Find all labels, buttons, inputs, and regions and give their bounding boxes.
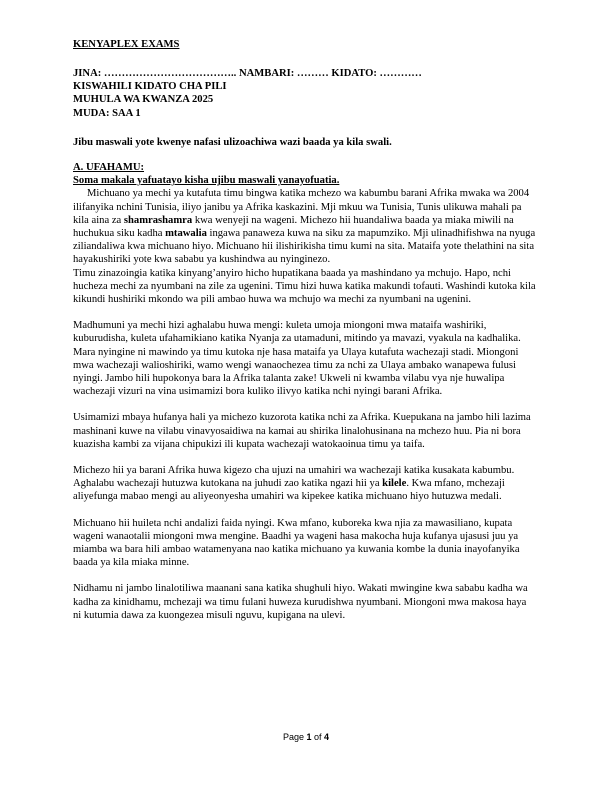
paragraph-6: Michuano hii huileta nchi andalizi faida nyingi. Kwa mfano, kuboreka kwa njia za mawasiliano, kupata wageni wanaotalii miongoni mwa mengine. Baadhi ya wageni hasa makocha huja kufanya ujasusi juu ya miamba wa bara hili ambao watamenyana nao katika michuano ya kuwania kombe la dunia inayofanyika baada ya kila miaka minne. (73, 517, 520, 569)
paragraph-3: Madhumuni ya mechi hizi aghalabu huwa mengi: kuleta umoja miongoni mwa mataifa washiriki, kuburudisha, kuleta ufahamikiano katika Nyanja za utamaduni, mitindo ya mavazi, vyakula na kadhalika. Mara nyingine ni mawindo ya timu kutoka nje hasa mataifa ya Ulaya kutafuta wachezaji stadi. Miongoni mwa wachezaji walioshiriki, wamo wengi wanaochezea timu za nchi za Ulaya ambako wanapewa fulusi nyingi. Jambo hili hupokonya bara la Afrika talanta zake! Ukweli ni kwamba vilabu vya nje huwalipa wachezaji vizuri na vina usimamizi bora kuliko ilivyo katika nchi nyingi barani Afrika. (73, 320, 521, 398)
paragraph-7: Nidhamu ni jambo linalotiliwa maanani sana katika shughuli hiyo. Wakati mwingine kwa sababu kadha wa kadha za kinidhamu, mchezaji wa timu fulani huweza kurudishwa nyumbani. Miongoni mwa makosa haya ni kutumia dawa za kuongezea misuli nguvu, kupigana na ulevi. (73, 583, 528, 621)
term-title: MUHULA WA KWANZA 2025 (73, 94, 214, 106)
paragraph-4: Usimamizi mbaya hufanya hali ya michezo kuzorota katika nchi za Afrika. Kuepukana na jambo hili lazima mashinani kuwe na vilabu vinavyosaidiwa na kamai au shirika linalohusinana na mchezo huu. Pia ni bora kuazisha kambi za vijana chipukizi ili kupata wachezaji watokaoinua timu ya taifa. (73, 412, 531, 450)
p1-text-e: ingawa panaweza kuwa na siku za mapumziko. Mji ulinadhifishwa na nyuga ziliandaliwa kwa michuano hiyo. Michuano hii ilishirikisha timu kumi na sita. Mataifa yote thelathini na sita hayakushiriki yote kwa sababu ya kushindwa au nyinginezo. (73, 228, 536, 266)
paragraph-2: Timu zinazoingia katika kinyang’anyiro hicho hupatikana baada ya mashindano ya mchujo. Hapo, nchi hucheza mechi za nyumbani na zile za ugenini. Timu hizi huwa katika makundi tofauti. Washindi kutoka kila kikundi hushiriki mkondo wa pili ambao huwa wa mchujo wa mechi za nyumbani na ugenini. (73, 267, 536, 306)
page-footer (0, 731, 612, 744)
footer-page-number: 1 (306, 732, 312, 742)
footer-of-word: of (311, 732, 325, 742)
section-title: A. UFAHAMU: (73, 162, 145, 173)
comprehension-section (73, 161, 537, 622)
section-subtitle: Soma makala yafuatayo kisha ujibu maswali yanayofuatia. (73, 175, 340, 187)
instruction-block (73, 136, 537, 149)
footer-page-total: 4 (324, 732, 330, 742)
subject-title: KISWAHILI KIDATO CHA PILI (73, 81, 227, 93)
header-block (73, 38, 537, 51)
candidate-details-line: JINA: ……………………………….. NAMBARI: ……… KIDATO: ………… (73, 68, 422, 79)
p1-bold-word-shamrashamra: shamrashamra (123, 214, 193, 226)
instruction-text: Jibu maswali yote kwenye nafasi ulizoachiwa wazi baada ya kila swali. (73, 137, 392, 148)
p1-text-c: kwa wenyeji na wageni. Michezo hii huandaliwa baada ya miaka miwili na huchukua siku kadha (73, 214, 514, 240)
p1-text-a: Michuano ya mechi ya kutafuta timu bingwa katika mchezo wa kabumbu barani Afrika mwaka wa 2004 ilifanyika nchini Tunisia, iliyo janibu ya Afrika kaskazini. Mji mkuu wa Tunisia, Tunis ulikuwa mahali pa kila aina za (73, 188, 530, 226)
p5-text-c: . Kwa mfano, mchezaji aliyefunga mabao mengi au aliyeonyesha umahiri wa kipekee katika michuano hiyo hutuzwa medali. (73, 478, 505, 503)
exam-body-title: KENYAPLEX EXAMS (73, 39, 180, 50)
candidate-block (73, 67, 537, 120)
p5-bold-word-kilele: kilele (382, 478, 407, 490)
duration-label: MUDA: SAA 1 (73, 107, 141, 119)
footer-page-word: Page (282, 732, 307, 742)
p5-text-a: Michezo hii ya barani Afrika huwa kigezo cha ujuzi na umahiri wa wachezaji katika kusakata kabumbu. Aghalabu wachezaji hutuzwa kutokana na juhudi zao katika ngazi hii ya (73, 465, 515, 490)
p1-bold-word-mtawalia: mtawalia (165, 228, 207, 240)
paragraph-5 (73, 464, 537, 504)
paragraph-1 (73, 187, 537, 266)
